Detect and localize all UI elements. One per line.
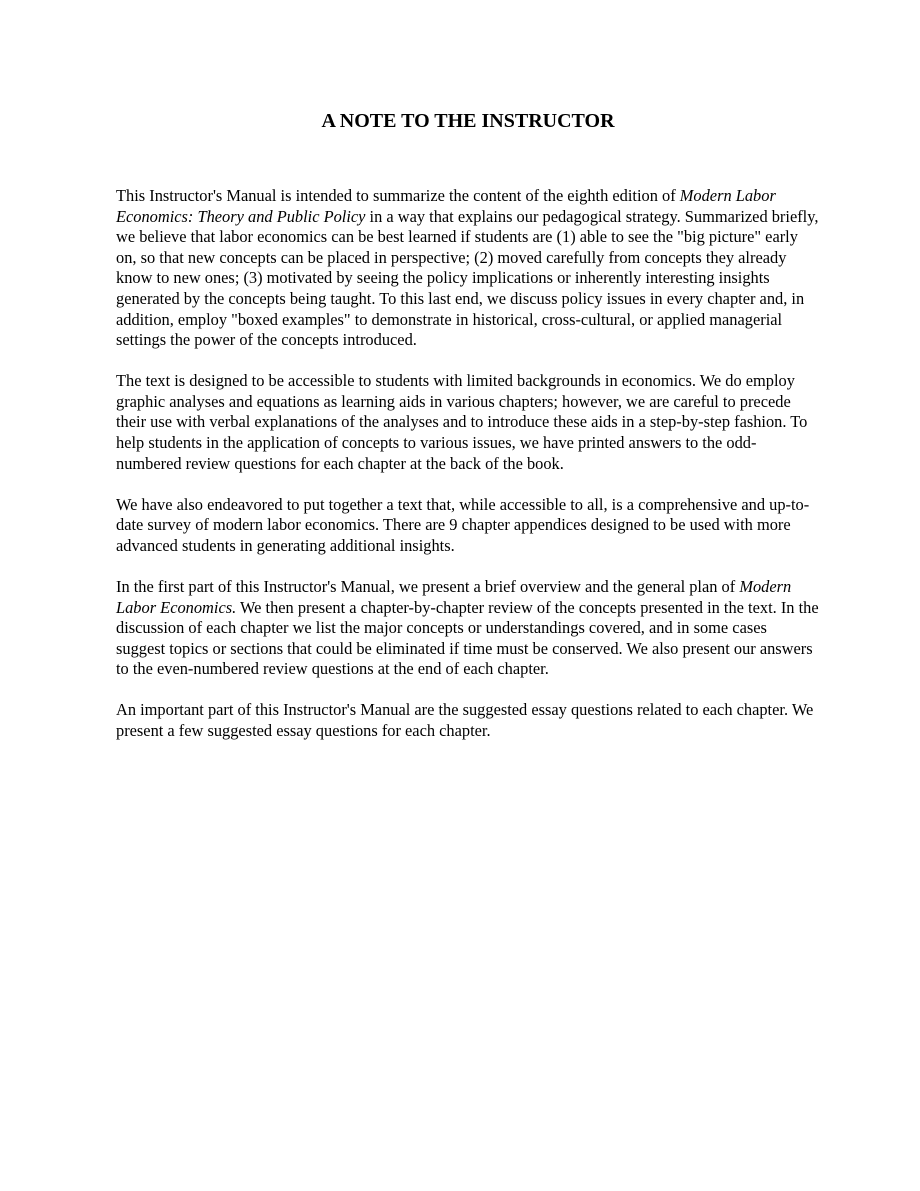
paragraph-essay-questions: An important part of this Instructor's Manual are the suggested essay questions related to each chapter. We present a few suggested essay questions for each chapter. <box>116 700 814 741</box>
paragraph-accessibility: The text is designed to be accessible to students with limited backgrounds in economics. We do employ graphic analyses and equations as learning aids in various chapters; however, we are careful to precede their use with verbal explanations of the analyses and to introduce these aids in a step-by-step fashion. To help students in the application of concepts to various issues, we have printed answers to the odd-numbered review questions for each chapter at the back of the book. <box>116 371 808 473</box>
paragraph-appendices: We have also endeavored to put together a text that, while accessible to all, is a comprehensive and up-to-date survey of modern labor economics. There are 9 chapter appendices designed to be used with more advanced students in generating additional insights. <box>116 494 810 555</box>
paragraph-intro <box>116 186 820 351</box>
paragraph-intro-text-start: This Instructor's Manual is intended to summarize the content of the eighth edition of <box>116 186 680 205</box>
page-title: A NOTE TO THE INSTRUCTOR <box>321 110 615 132</box>
paragraph-overview-text-start: In the first part of this Instructor's Manual, we present a brief overview and the general plan of <box>116 577 740 596</box>
paragraph-manual-overview <box>116 577 820 680</box>
paragraph-overview-text-end: We then present a chapter-by-chapter review of the concepts presented in the text. In the discussion of each chapter we list the major concepts or understandings covered, and in some cases suggest topics or sections that could be eliminated if time must be conserved. We also present our answers to the even-numbered review questions at the end of each chapter. <box>116 597 819 679</box>
book-title-italic: Modern Labor Economics. <box>116 577 792 617</box>
book-title-italic: Modern Labor Economics: Theory and Public Policy <box>116 186 776 226</box>
paragraph-intro-text-end: in a way that explains our pedagogical strategy. Summarized briefly, we believe that labor economics can be best learned if students are (1) able to see the "big picture" early on, so that new concepts can be placed in perspective; (2) moved carefully from concepts they already know to new ones; (3) motivated by seeing the policy implications or inherently interesting insights generated by the concepts being taught. To this last end, we discuss policy issues in every chapter and, in addition, employ "boxed examples" to demonstrate in historical, cross-cultural, or applied managerial settings the power of the concepts introduced. <box>116 206 819 350</box>
